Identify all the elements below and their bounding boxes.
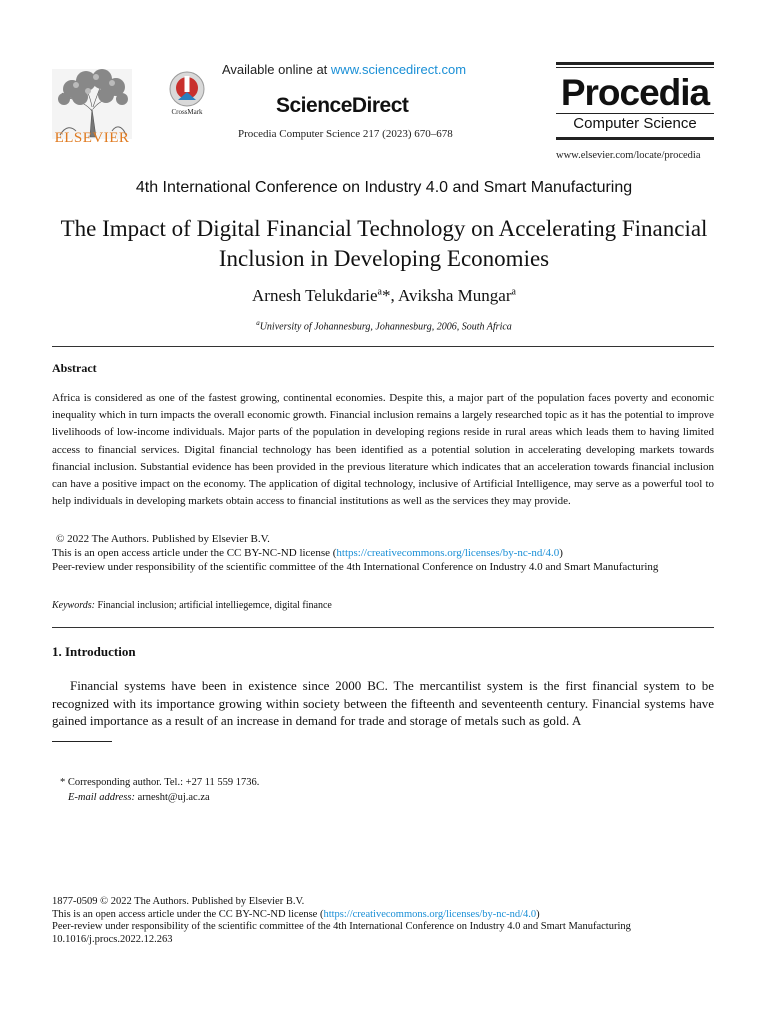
crossmark-badge[interactable] xyxy=(166,70,208,116)
author-name: Arnesh Telukdarie xyxy=(252,286,378,305)
procedia-thin-bar xyxy=(556,67,714,68)
footer-license-line xyxy=(52,909,714,922)
paper-title: The Impact of Digital Financial Technology on Accelerating Financial Inclusion in Developing Economies xyxy=(60,216,708,271)
footnote-rule xyxy=(52,741,112,742)
affiliation xyxy=(0,319,768,332)
availability-line xyxy=(222,62,466,77)
footer-issn-line xyxy=(52,896,714,909)
journal-citation: Procedia Computer Science 217 (2023) 670–678 xyxy=(238,128,453,140)
affiliation-mark: a xyxy=(256,319,260,327)
author-affil-mark: a xyxy=(511,286,516,298)
author-separator: *, xyxy=(381,286,399,305)
introduction-paragraph: Financial systems have been in existence since 2000 BC. The mercantilist system is the first financial system to be recognized with its importance growing within society between the fifteenth and seventeenth century. Financial systems have gained importance as a result of an increase in demand for trade and storage of metals such as gold. A xyxy=(52,678,714,728)
rights-block xyxy=(52,532,714,574)
issn: 1877-0509 xyxy=(52,896,98,907)
license-link[interactable]: https://creativecommons.org/licenses/by-nc-nd/4.0 xyxy=(336,547,560,559)
page-footer xyxy=(52,896,714,946)
email-line xyxy=(60,790,259,805)
keywords-text: Financial inclusion; artificial intelliegemce, digital finance xyxy=(97,600,332,611)
sciencedirect-link[interactable]: www.sciencedirect.com xyxy=(330,62,467,77)
footer-copyright: © 2022 The Authors. Published by Elsevier B.V. xyxy=(100,896,305,907)
license-line xyxy=(52,546,714,560)
journal-url[interactable]: www.elsevier.com/locate/procedia xyxy=(556,150,701,161)
procedia-bottom-bar xyxy=(556,137,714,140)
footnote xyxy=(60,775,259,805)
procedia-top-bar xyxy=(556,62,714,65)
footer-license-suffix: ) xyxy=(536,908,540,920)
crossmark-label: CrossMark xyxy=(171,108,203,116)
crossmark-icon xyxy=(166,70,208,108)
procedia-mid-bar xyxy=(556,113,714,114)
author-name: Aviksha Mungar xyxy=(398,286,512,305)
procedia-logo xyxy=(556,62,714,142)
footer-peer-review: Peer-review under responsibility of the scientific committee of the 4th International Conference on Industry 4.0 and Smart Manufacturing xyxy=(52,921,631,933)
keywords-label: Keywords: xyxy=(52,600,95,611)
available-online-text: Available online at xyxy=(222,62,328,77)
author-affil-mark: a xyxy=(377,286,382,298)
procedia-title: Procedia xyxy=(560,72,710,113)
section-heading-introduction: 1. Introduction xyxy=(52,644,136,659)
copyright-line: © 2022 The Authors. Published by Elsevier B.V. xyxy=(56,533,270,545)
keywords-line xyxy=(52,600,332,611)
author-list xyxy=(0,286,768,306)
peer-review-line: Peer-review under responsibility of the scientific committee of the 4th International Conference on Industry 4.0 and Smart Manufacturing xyxy=(52,561,659,573)
affiliation-text: University of Johannesburg, Johannesburg, 2006, South Africa xyxy=(259,321,512,333)
doi[interactable]: 10.1016/j.procs.2022.12.263 xyxy=(52,933,173,945)
procedia-subtitle: Computer Science xyxy=(573,115,697,132)
abstract-top-rule xyxy=(52,346,714,347)
email-label: E-mail address: xyxy=(68,792,135,803)
footer-license-link[interactable]: https://creativecommons.org/licenses/by-nc-nd/4.0 xyxy=(323,908,537,920)
abstract-text: Africa is considered as one of the fastest growing, continental economies. Despite this, a major part of the population faces poverty and economic inequality which in turn impacts the overall economic growth. Financial inclusion remains a largely researched topic as it has the potential to improve livelihoods of low-income individuals. Major parts of the population in developing regions reside in rural areas which leads them to having limited access to financial services. Digital financial technology has been identified as a potential solution in accelerating developing markets towards financial inclusion. Substantial evidence has been provided in the previous literature which indicates that an acceleration towards financial inclusion can have a positive impact on the economy. The application of digital technology, inclusive of Artificial Intelligence, may serve as a powerful tool to help individuals in developing markets obtain access to financial institutions as well as the services they may provide. xyxy=(52,392,714,508)
corresponding-author-note: * Corresponding author. Tel.: +27 11 559 1736. xyxy=(60,777,260,788)
license-suffix: ) xyxy=(559,547,563,559)
sciencedirect-wordmark: ScienceDirect xyxy=(276,94,409,117)
conference-name: 4th International Conference on Industry 4.0 and Smart Manufacturing xyxy=(135,179,633,196)
abstract-heading: Abstract xyxy=(52,361,97,375)
license-prefix: This is an open access article under the CC BY-NC-ND license ( xyxy=(52,547,337,559)
footer-license-prefix: This is an open access article under the CC BY-NC-ND license ( xyxy=(52,908,324,920)
elsevier-wordmark: ELSEVIER xyxy=(54,130,130,146)
email-address[interactable]: arnesht@uj.ac.za xyxy=(137,792,210,803)
abstract-bottom-rule xyxy=(52,627,714,628)
